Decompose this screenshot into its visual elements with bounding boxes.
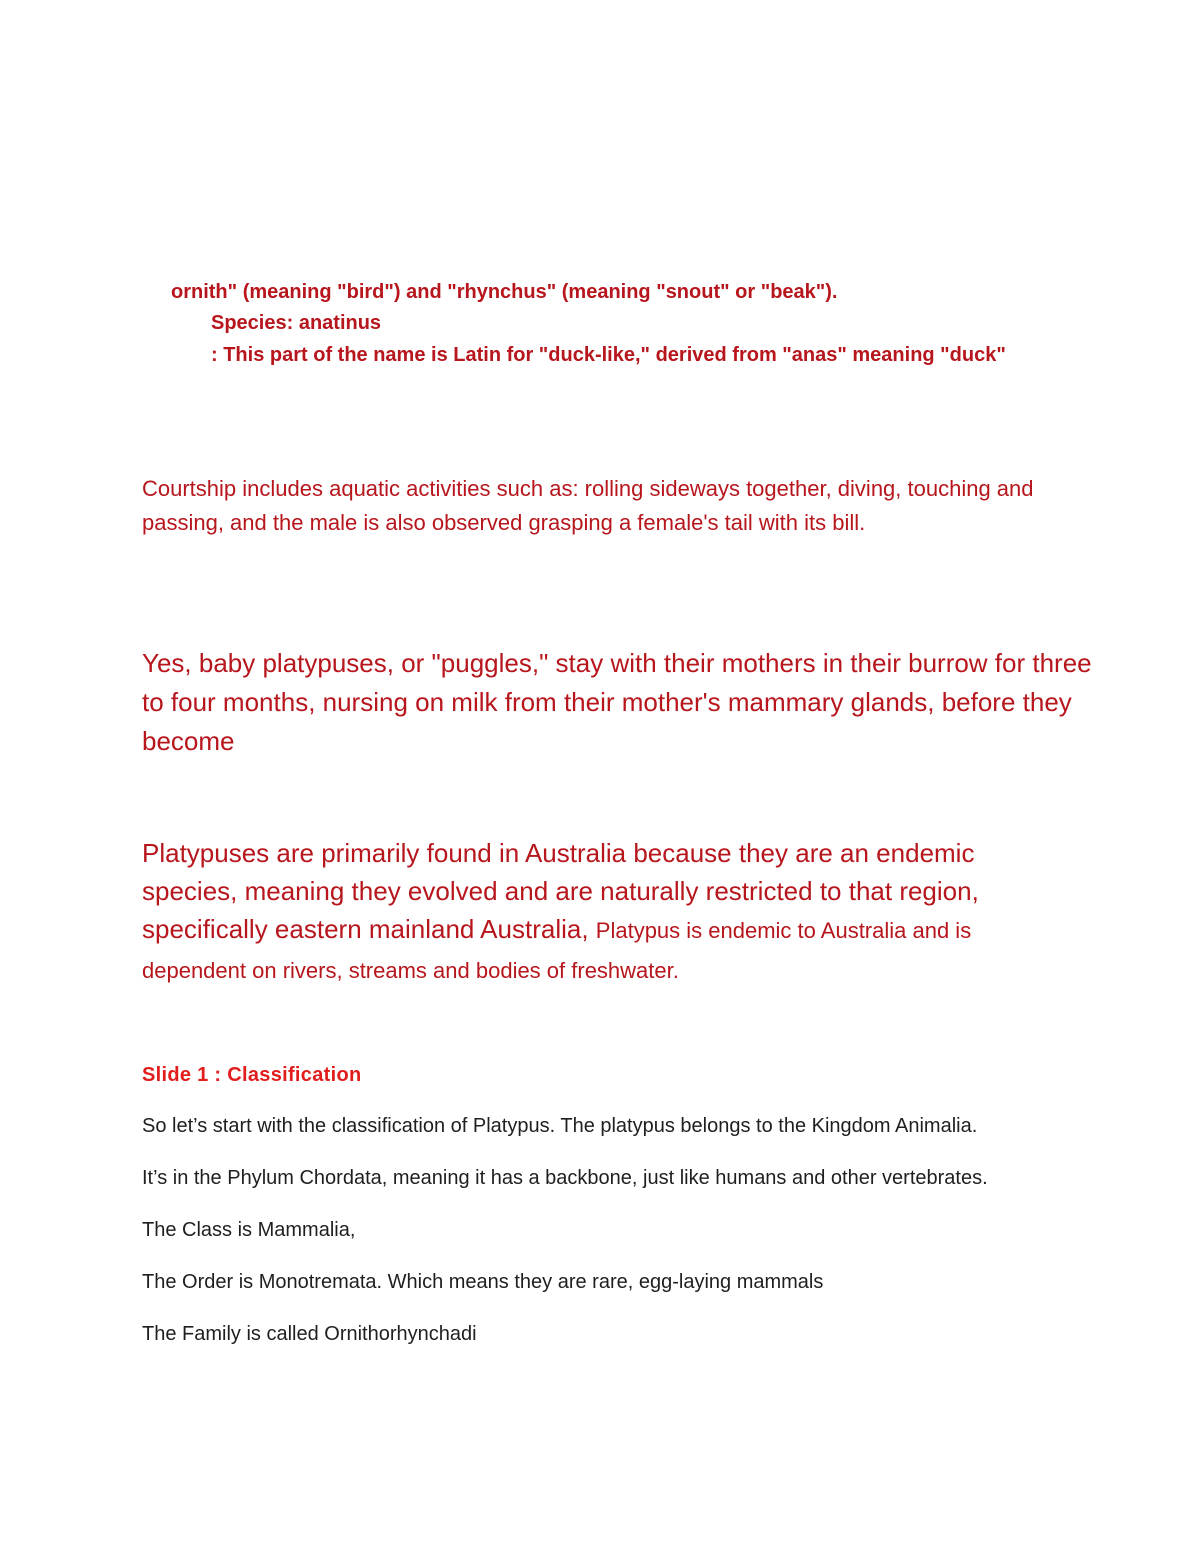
etymology-genus-line: ornith" (meaning "bird") and "rhynchus" (meaning "snout" or "beak"). — [171, 281, 838, 303]
etymology-species-line: Species: anatinus — [211, 312, 382, 334]
puggles-paragraph: Yes, baby platypuses, or "puggles," stay with their mothers in their burrow for three to four months, nursing on milk from their mother's mammary glands, before they become — [142, 648, 1092, 756]
habitat-main-text: Platypuses are primarily found in Australia because they are an endemic species, meaning they evolved and are naturally restricted to that region, specifically eastern mainland Australia, — [142, 838, 979, 944]
habitat-paragraph — [142, 834, 1072, 990]
classification-line-order: The Order is Monotremata. Which means they are rare, egg-laying mammals — [142, 1271, 824, 1293]
classification-line-class: The Class is Mammalia, — [142, 1219, 356, 1241]
slide-title: Slide 1 : Classification — [142, 1064, 362, 1086]
classification-line-phylum: It’s in the Phylum Chordata, meaning it has a backbone, just like humans and other vertebrates. — [142, 1167, 988, 1189]
etymology-species-meaning: : This part of the name is Latin for "duck-like," derived from "anas" meaning "duck" — [211, 344, 1006, 366]
courtship-paragraph: Courtship includes aquatic activities such as: rolling sideways together, diving, touching and passing, and the male is also observed grasping a female's tail with its bill. — [142, 476, 1034, 535]
classification-line-family: The Family is called Ornithorhynchadi — [142, 1323, 477, 1345]
habitat-extra-text: Platypus is endemic to Australia and is dependent on rivers, streams and bodies of freshwater. — [142, 918, 972, 983]
classification-line-kingdom: So let’s start with the classification of Platypus. The platypus belongs to the Kingdom Animalia. — [142, 1115, 978, 1137]
